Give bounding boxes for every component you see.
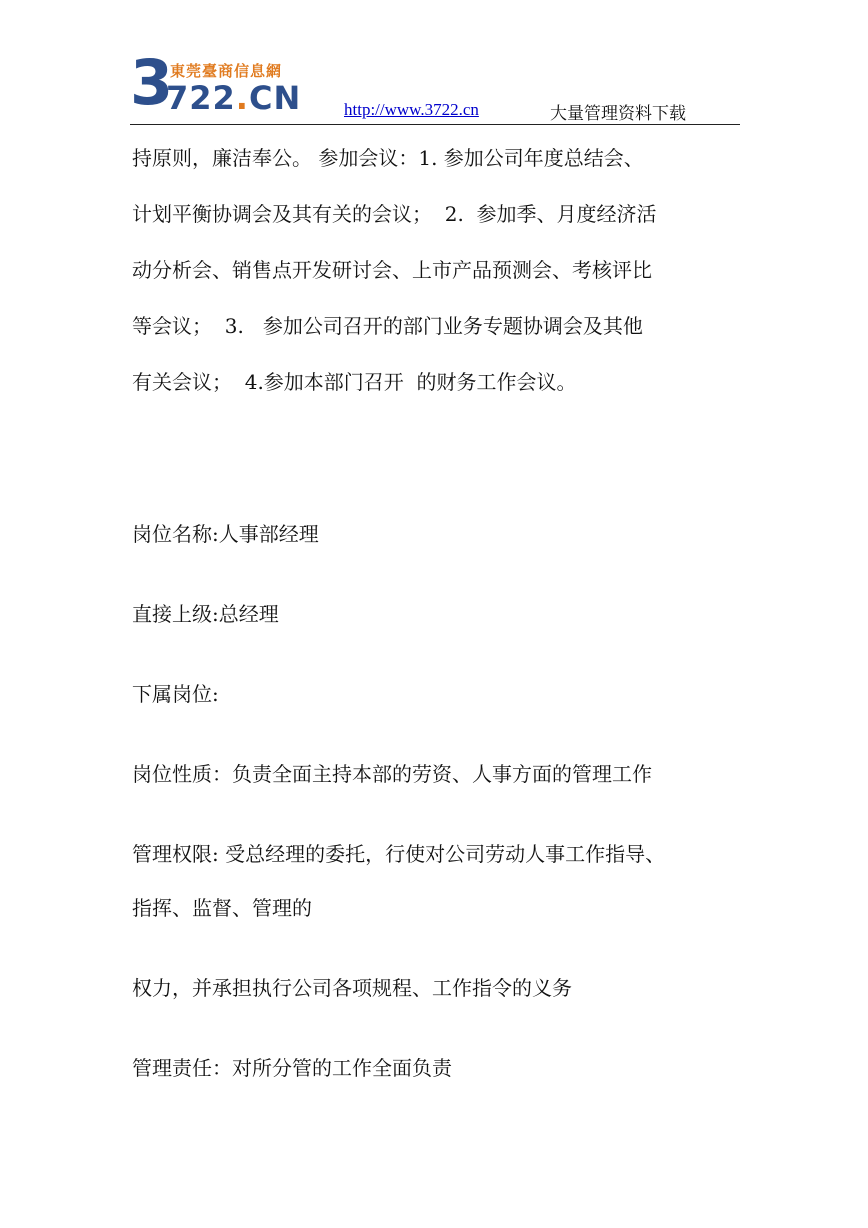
logo-chinese-name: 東莞臺商信息網 xyxy=(170,62,283,80)
authority-field: 管理权限: 受总经理的委托，行使对公司劳动人事工作指导、 xyxy=(132,842,666,866)
paragraph-line: 持原则，廉洁奉公。 参加会议：1. 参加公司年度总结会、 xyxy=(132,146,644,170)
paragraph-line: 等会议； 3. 参加公司召开的部门业务专题协调会及其他 xyxy=(132,314,643,338)
paragraph-line: 动分析会、销售点开发研讨会、上市产品预测会、考核评比 xyxy=(132,258,652,282)
direct-superior-field: 直接上级:总经理 xyxy=(132,602,279,626)
section-spacer xyxy=(132,410,752,514)
paragraph-line: 有关会议； 4.参加本部门召开 的财务工作会议。 xyxy=(132,370,577,394)
header-divider xyxy=(130,124,740,125)
logo-domain xyxy=(166,80,301,116)
position-name-field: 岗位名称:人事部经理 xyxy=(132,522,319,546)
responsibility-field: 管理责任：对所分管的工作全面负责 xyxy=(132,1056,452,1080)
authority-field-continued: 指挥、监督、管理的 xyxy=(132,896,312,920)
authority-field-continued: 权力，并承担执行公司各项规程、工作指令的义务 xyxy=(132,976,572,1000)
page-header xyxy=(130,46,740,126)
meeting-paragraph xyxy=(132,130,752,410)
logo-domain-number: 722 xyxy=(166,79,236,117)
logo-digit: 3 xyxy=(130,46,172,119)
subordinate-positions-field: 下属岗位: xyxy=(132,682,219,706)
header-tagline: 大量管理资料下载 xyxy=(550,104,686,124)
site-logo[interactable] xyxy=(130,46,310,119)
logo-domain-dot: . xyxy=(235,79,249,117)
logo-domain-tld: CN xyxy=(248,79,302,117)
document-body xyxy=(132,130,752,1128)
position-nature-field: 岗位性质：负责全面主持本部的劳资、人事方面的管理工作 xyxy=(132,762,652,786)
paragraph-line: 计划平衡协调会及其有关的会议； 2. 参加季、月度经济活 xyxy=(132,202,657,226)
site-link[interactable]: http://www.3722.cn xyxy=(344,100,479,119)
